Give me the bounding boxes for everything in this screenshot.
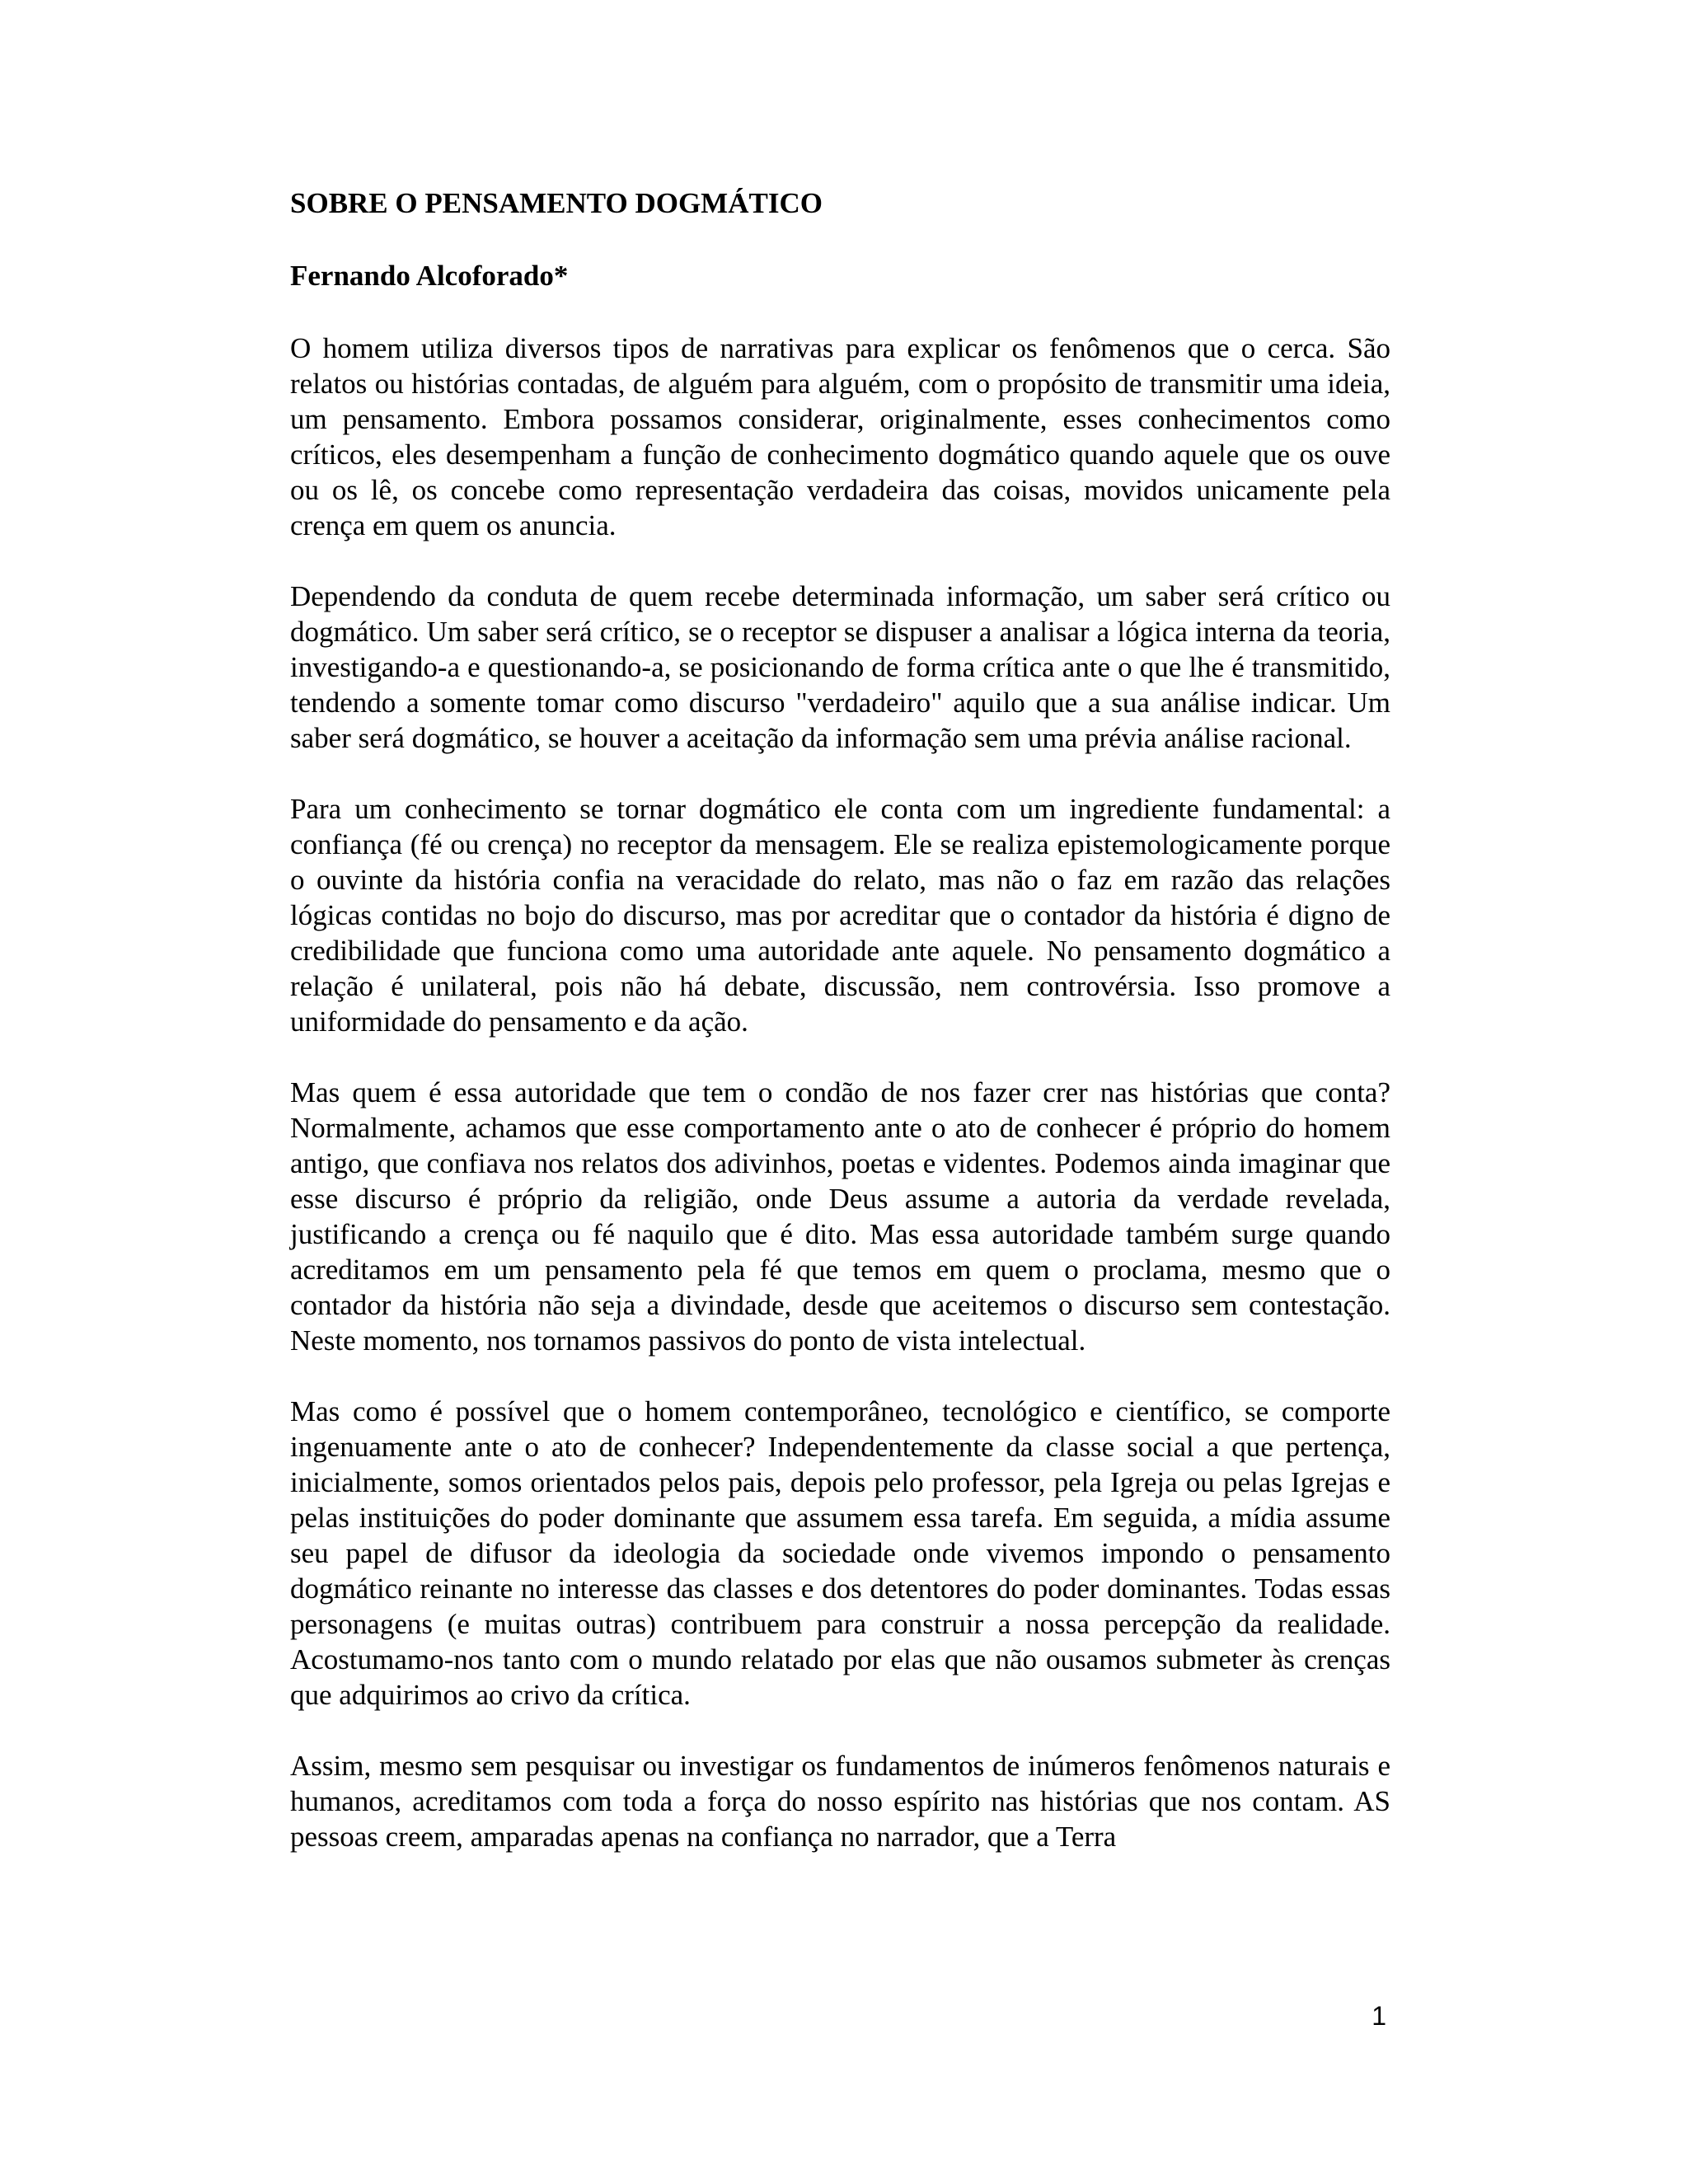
paragraph-5: Mas como é possível que o homem contemporâneo, tecnológico e científico, se comporte ingenuamente ante o ato de conhecer? Independentemente da classe social a que pertença, inicialmente, somos orientados pelos pais, depois pelo professor, pela Igreja ou pelas Igrejas e pelas instituições do poder dominante que assumem essa tarefa. Em seguida, a mídia assume seu papel de difusor da ideologia da sociedade onde vivemos impondo o pensamento dogmático reinante no interesse das classes e dos detentores do poder dominantes. Todas essas personagens (e muitas outras) contribuem para construir a nossa percepção da realidade. Acostumamo-nos tanto com o mundo relatado por elas que não ousamos submeter às crenças que adquirimos ao crivo da crítica. bbox=[290, 1395, 1390, 1711]
paragraph-3: Para um conhecimento se tornar dogmático ele conta com um ingrediente fundamental: a confiança (fé ou crença) no receptor da mensagem. Ele se realiza epistemologicamente porque o ouvinte da história confia na veracidade do relato, mas não o faz em razão das relações lógicas contidas no bojo do discurso, mas por acreditar que o contador da história é digno de credibilidade que funciona como uma autoridade ante aquele. No pensamento dogmático a relação é unilateral, pois não há debate, discussão, nem controvérsia. Isso promove a uniformidade do pensamento e da ação. bbox=[290, 793, 1390, 1038]
paragraph-4: Mas quem é essa autoridade que tem o condão de nos fazer crer nas histórias que conta? Normalmente, achamos que esse comportamento ante o ato de conhecer é próprio do homem antigo, que confiava nos relatos dos adivinhos, poetas e videntes. Podemos ainda imaginar que esse discurso é próprio da religião, onde Deus assume a autoria da verdade revelada, justificando a crença ou fé naquilo que é dito. Mas essa autoridade também surge quando acreditamos em um pensamento pela fé que temos em quem o proclama, mesmo que o contador da história não seja a divindade, desde que aceitemos o discurso sem contestação. Neste momento, nos tornamos passivos do ponto de vista intelectual. bbox=[290, 1076, 1390, 1357]
document-page bbox=[290, 185, 1390, 1890]
page-number: 1 bbox=[1372, 2001, 1386, 2031]
paragraph-6: Assim, mesmo sem pesquisar ou investigar os fundamentos de inúmeros fenômenos naturais e humanos, acreditamos com toda a força do nosso espírito nas histórias que nos contam. AS pessoas creem, amparadas apenas na confiança no narrador, que a Terra bbox=[290, 1750, 1390, 1853]
paragraph-1: O homem utiliza diversos tipos de narrativas para explicar os fenômenos que o cerca. São relatos ou histórias contadas, de alguém para alguém, com o propósito de transmitir uma ideia, um pensamento. Embora possamos considerar, originalmente, esses conhecimentos como críticos, eles desempenham a função de conhecimento dogmático quando aquele que os ouve ou os lê, os concebe como representação verdadeira das coisas, movidos unicamente pela crença em quem os anuncia. bbox=[290, 332, 1390, 541]
paragraph-2: Dependendo da conduta de quem recebe determinada informação, um saber será crítico ou dogmático. Um saber será crítico, se o receptor se dispuser a analisar a lógica interna da teoria, investigando-a e questionando-a, se posicionando de forma crítica ante o que lhe é transmitido, tendendo a somente tomar como discurso "verdadeiro" aquilo que a sua análise indicar. Um saber será dogmático, se houver a aceitação da informação sem uma prévia análise racional. bbox=[290, 580, 1390, 754]
document-author: Fernando Alcoforado* bbox=[290, 260, 569, 292]
document-title: SOBRE O PENSAMENTO DOGMÁTICO bbox=[290, 187, 823, 219]
